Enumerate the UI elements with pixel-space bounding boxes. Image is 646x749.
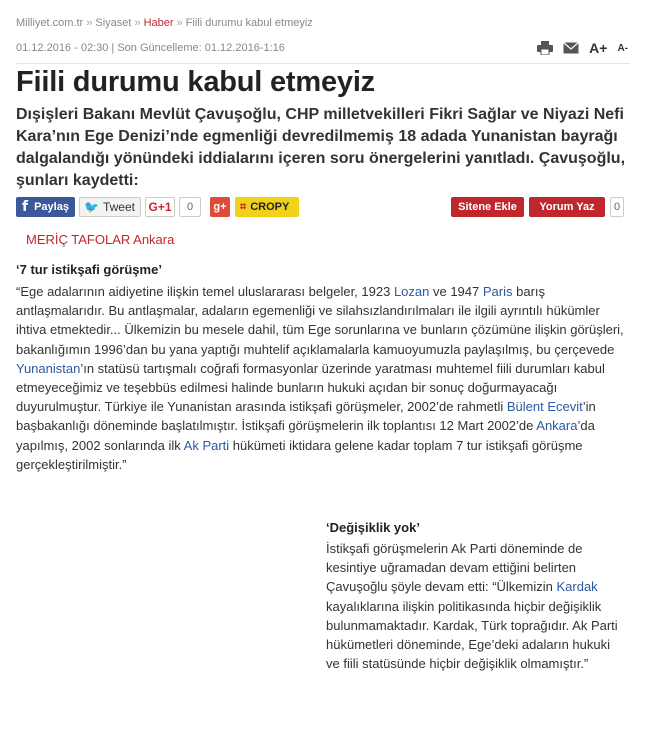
inline-link[interactable]: Yunanistan: [16, 360, 81, 376]
crop-icon: ⌗: [240, 200, 247, 213]
article-body: [16, 282, 624, 474]
inline-link[interactable]: Lozan: [393, 284, 430, 299]
breadcrumb-type[interactable]: Haber: [143, 17, 174, 29]
article-summary: Dışişleri Bakanı Mevlüt Çavuşoğlu, CHP milletvekilleri Fikri Sağlar ve Niyazi Nefi Kara’nın Ege Denizi’nde egmenliği devredilmemiş 18 adada Yunanistan bayrağı dalgalandığı yönündeki iddialarını içeren soru önergelerini yanıtladı. Çavuşoğlu, şunları kaydetti:: [16, 106, 626, 189]
inline-link[interactable]: Ankara: [536, 418, 578, 434]
facebook-icon: f: [22, 199, 29, 215]
article-title: Fiili durumu kabul etmeyiz: [16, 66, 375, 98]
twitter-icon: 🐦: [84, 200, 99, 214]
breadcrumb-current: Fiili durumu kabul etmeyiz: [185, 17, 313, 29]
comment-count: 0: [610, 197, 624, 217]
body-text-segment: kayalıklarına ilişkin politikasında hiçbir değişiklik bulunmamaktadır. Kardak, Türk toprağıdır. Ak Parti hükümetleri döneminde, Ege’deki adaların hukuki ve fiili statüsünde hiçbir değişiklik olmamıştır.”: [326, 598, 618, 672]
breadcrumb: Milliyet.com.tr » Siyaset » Haber » Fiili durumu kabul etmeyiz: [16, 17, 313, 29]
font-increase-button[interactable]: A+: [589, 40, 608, 56]
article-tools: [537, 40, 628, 56]
facebook-share-button[interactable]: f Paylaş: [16, 197, 75, 217]
twitter-share-button[interactable]: 🐦 Tweet: [79, 197, 141, 217]
mail-icon[interactable]: [563, 42, 579, 54]
article-dates: 01.12.2016 - 02:30 | Son Güncelleme: 01.12.2016-1:16: [16, 42, 285, 54]
inline-link[interactable]: Ak Parti: [183, 437, 230, 453]
subhead-istiksafi: ‘7 tur istikşafi görüşme’: [16, 262, 162, 277]
side-column-text: [326, 539, 626, 673]
body-text-segment: ’da yapılmış, 2002 sonlarında ilk: [16, 418, 595, 453]
font-decrease-button[interactable]: A-: [617, 42, 628, 54]
author-byline: MERİÇ TAFOLAR Ankara: [26, 232, 175, 247]
body-text-segment: ve 1947: [429, 284, 483, 299]
divider: [16, 63, 630, 64]
side-column: [326, 520, 626, 673]
body-text-segment: İstikşafi görüşmelerin Ak Parti döneminde de kesintiye uğramadan devam ettiğini belirten Çavuşoğlu şöyle devam etti: “Ülkemizin: [326, 541, 583, 595]
yorum-yaz-button[interactable]: Yorum Yaz: [529, 197, 605, 217]
body-text-segment: “Ege adalarının aidiyetine ilişkin temel uluslararası belgeler, 1923: [16, 284, 394, 299]
gplus-count: 0: [179, 197, 201, 217]
social-bar: [16, 197, 630, 219]
subhead-degisiklik: ‘Değişiklik yok’: [326, 520, 420, 535]
breadcrumb-section[interactable]: Siyaset: [95, 17, 132, 29]
gplus-one-button[interactable]: G+1: [145, 197, 175, 217]
cropy-button[interactable]: ⌗ CROPY: [235, 197, 299, 217]
body-text-segment: ’ın statüsü tartışmalı coğrafi formasyonlar üzerinde yaratması muhtemel fiili durumları kabul etmeyeceğimiz ve teşebbüs edilmesi halinde bunların hukuki açıdan bir sonuç doğurmayacağı duyurulmuştur. Türkiye ile Yunanistan arasında istikşafi görüşmeler, 2002’de rahmetli: [16, 360, 605, 415]
breadcrumb-site[interactable]: Milliyet.com.tr: [16, 17, 84, 29]
inline-link[interactable]: Kardak: [556, 579, 598, 595]
body-text-segment: hükümeti iktidara gelene kadar toplam 7 tur istikşafi görüşme gerçekleştirilmiştir.”: [16, 437, 583, 472]
gplus-share-button[interactable]: g+: [210, 197, 230, 217]
sitene-ekle-button[interactable]: Sitene Ekle: [451, 197, 524, 217]
inline-link[interactable]: Bülent Ecevit: [506, 399, 583, 415]
body-text-segment: ’in başbakanlığı döneminde başlatılmıştır. İstikşafi görüşmelerin ilk toplantısı 12 Mart 2002’de: [16, 399, 596, 434]
print-icon[interactable]: [537, 41, 553, 55]
inline-link[interactable]: Paris: [482, 284, 513, 299]
body-text-segment: barış antlaşmalarıdır. Bu antlaşmalar, adaların egemenliği ve silahsızlandırılmaları ile ilgili ayrıntılı hükümler ihtiva etmektedir... Ülkemizin bu mesele dahil, tüm Ege sorunlarına ve bunların çözümüne ilişkin görüşleri, bakanlığımın 1996’dan bu yana yaptığı muhtelif açıklamalarla kamuoyumuzla paylaşılmış, bu çerçevede: [16, 284, 624, 357]
